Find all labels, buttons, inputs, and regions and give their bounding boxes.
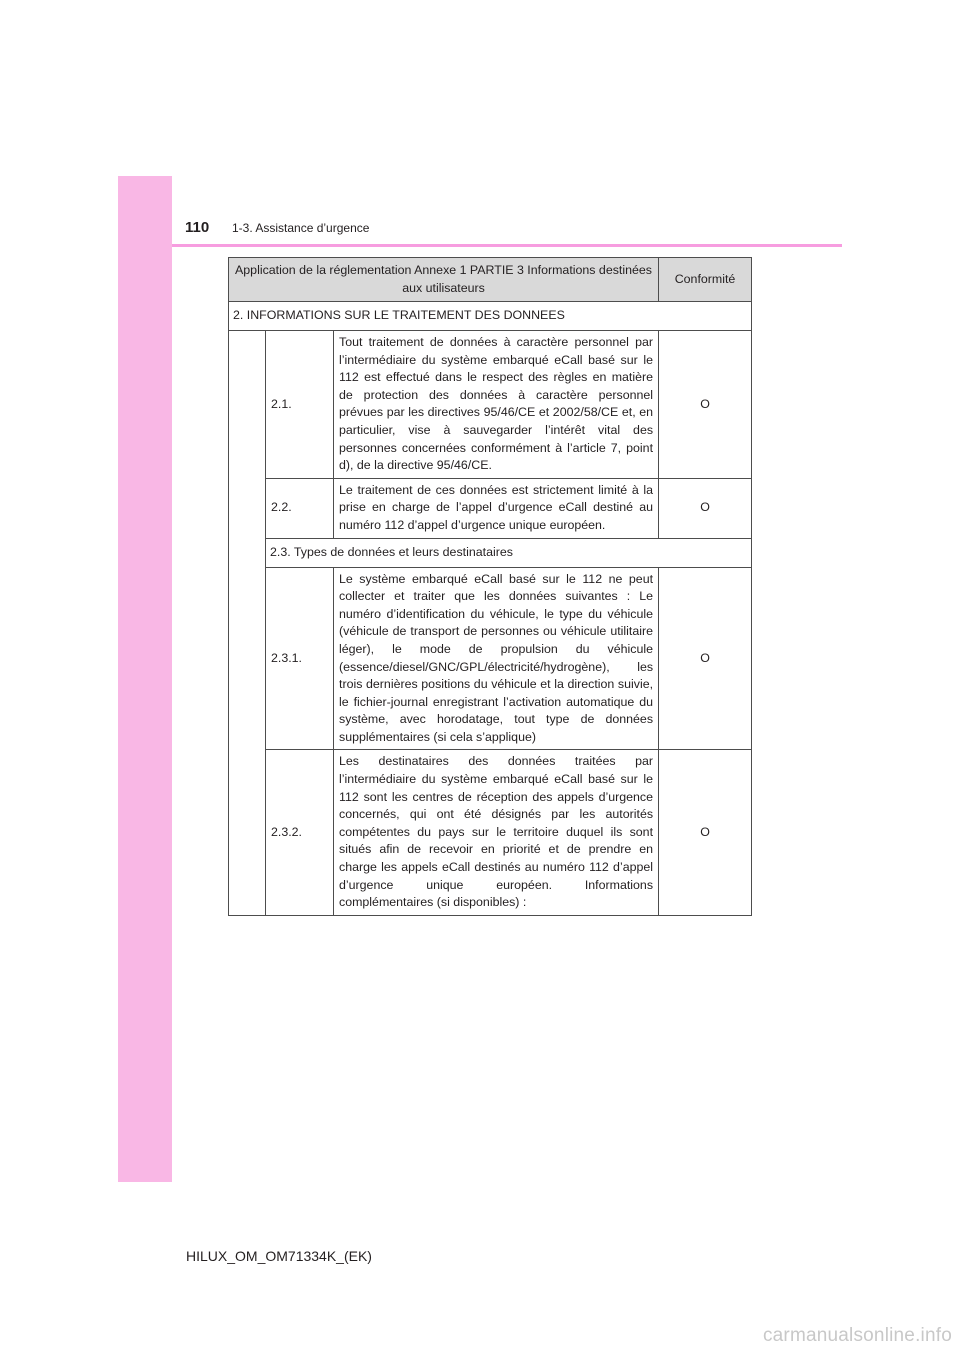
- indent-cell: [229, 331, 266, 916]
- row-number: 2.2.: [266, 478, 334, 538]
- watermark: carmanualsonline.info: [762, 1325, 952, 1346]
- chapter-tab-bar: [118, 176, 172, 1182]
- section-row: [229, 302, 752, 331]
- table-row: [229, 331, 752, 479]
- header-application: Application de la réglementation Annexe 1 PARTIE 3 Informations destinées aux utilisateurs: [229, 258, 659, 302]
- header-conformite: Conformité: [659, 258, 752, 302]
- row-conformite: O: [659, 478, 752, 538]
- row-number: 2.3.1.: [266, 567, 334, 750]
- subsection-row: [229, 538, 752, 567]
- table-row: [229, 750, 752, 915]
- table-header-row: [229, 258, 752, 302]
- table-row: [229, 567, 752, 750]
- page-number: 110: [185, 219, 210, 236]
- row-conformite: O: [659, 331, 752, 479]
- header-rule: [172, 244, 842, 247]
- row-number: 2.3.2.: [266, 750, 334, 915]
- row-text: Le système embarqué eCall basé sur le 112 ne peut collecter et traiter que les données suivantes : Le numéro d’identification du véhicule, le type du véhicule (véhicule de transport de personnes ou véhicule utilitaire léger), le mode de propulsion du véhicule (essence/diesel/GNC/GPL/électricité/hydrogène), les trois dernières positions du véhicule et la direction suivie, le fichier-journal enregistrant l’activation automatique du système, avec horodatage, tout type de données supplémentaires (si cela s’applique): [334, 567, 659, 750]
- document-code: HILUX_OM_OM71334K_(EK): [186, 1248, 372, 1264]
- row-conformite: O: [659, 750, 752, 915]
- subsection-row-label: 2.3. Types de données et leurs destinataires: [266, 538, 752, 567]
- table-row: [229, 478, 752, 538]
- row-conformite: O: [659, 567, 752, 750]
- row-number: 2.1.: [266, 331, 334, 479]
- section-title: 1-3. Assistance d’urgence: [232, 221, 370, 235]
- row-text: Le traitement de ces données est strictement limité à la prise en charge de l’appel d’urgence eCall destiné au numéro 112 d’appel d’urgence unique européen.: [334, 478, 659, 538]
- row-text: Les destinataires des données traitées par l’intermédiaire du système embarqué eCall basé sur le 112 sont les centres de réception des appels d’urgence concernés, qui ont été désignés par les autorités compétentes du pays sur le territoire duquel ils sont situés afin de recevoir en priorité et de prendre en charge les appels eCall destinés au numéro 112 d’appel d’urgence unique européen. Informations complémentaires (si disponibles) :: [334, 750, 659, 915]
- row-text: Tout traitement de données à caractère personnel par l’intermédiaire du système embarqué eCall basé sur le 112 est effectué dans le respect des règles en matière de protection des données à caractère personnel prévues par les directives 95/46/CE et 2002/58/CE et, en particulier, vise à sauvegarder l’intérêt vital des personnes concernées conformément à l’article 7, point d), de la directive 95/46/CE.: [334, 331, 659, 479]
- section-row-label: 2. INFORMATIONS SUR LE TRAITEMENT DES DONNEES: [229, 302, 752, 331]
- regulation-table: [228, 257, 752, 916]
